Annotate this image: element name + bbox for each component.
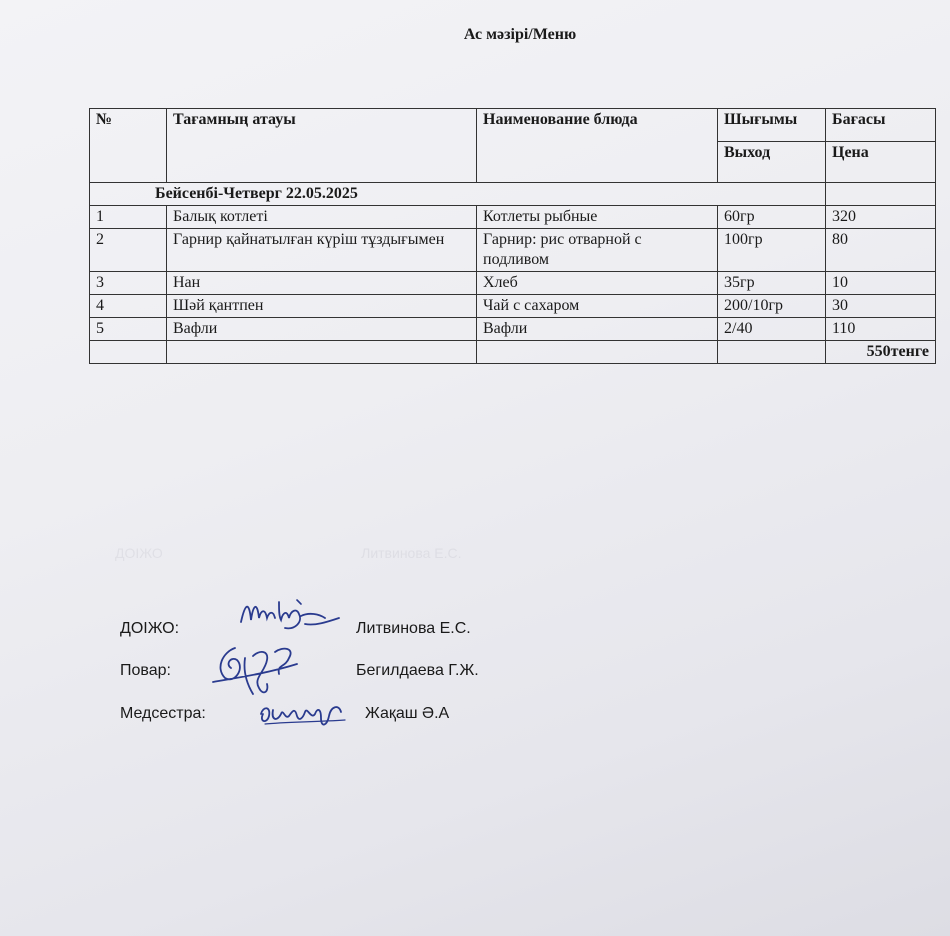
dish-name-ru: Чай с сахаром	[477, 295, 718, 318]
dish-price: 80	[826, 229, 936, 272]
total-row	[90, 341, 936, 364]
dish-name-ru: Хлеб	[477, 272, 718, 295]
header-price-kz: Бағасы	[826, 109, 936, 142]
header-price-ru: Цена	[826, 142, 936, 183]
header-number: №	[90, 109, 167, 183]
dish-yield: 35гр	[718, 272, 826, 295]
document-title: Ас мәзірі/Меню	[463, 26, 577, 43]
header-yield-ru: Выход	[718, 142, 826, 183]
bleed-through-mark: ДОІЖО Литвинова Е.С.	[115, 545, 462, 561]
table-row	[90, 229, 936, 272]
dish-name-kz: Шәй қантпен	[167, 295, 477, 318]
role-label: Повар:	[120, 662, 171, 679]
dish-yield: 2/40	[718, 318, 826, 341]
role-label: Медсестра:	[120, 705, 206, 722]
dish-name-ru: Гарнир: рис отварной с подливом	[477, 229, 718, 272]
total-empty	[167, 341, 477, 364]
role-label: ДОІЖО:	[120, 620, 180, 637]
handwritten-signature-director	[235, 592, 350, 637]
row-number: 2	[90, 229, 167, 272]
row-number: 5	[90, 318, 167, 341]
dish-price: 320	[826, 206, 936, 229]
header-name-kz: Тағамның атауы	[167, 109, 477, 183]
menu-table	[89, 108, 936, 364]
dish-yield: 60гр	[718, 206, 826, 229]
total-empty	[90, 341, 167, 364]
table-row	[90, 318, 936, 341]
header-name-ru: Наименование блюда	[477, 109, 718, 183]
dish-name-kz: Гарнир қайнатылған күріш тұздығымен	[167, 229, 477, 272]
dish-price: 10	[826, 272, 936, 295]
row-number: 1	[90, 206, 167, 229]
dish-name-kz: Нан	[167, 272, 477, 295]
table-row	[90, 272, 936, 295]
table-row	[90, 295, 936, 318]
dish-name-ru: Котлеты рыбные	[477, 206, 718, 229]
dish-yield: 200/10гр	[718, 295, 826, 318]
total-empty	[718, 341, 826, 364]
signer-name: Жақаш Ә.А	[365, 705, 450, 722]
total-empty	[477, 341, 718, 364]
table-row	[90, 206, 936, 229]
day-row-empty	[826, 183, 936, 206]
row-number: 3	[90, 272, 167, 295]
day-label: Бейсенбі-Четверг 22.05.2025	[90, 183, 826, 206]
total-price: 550тенге	[826, 341, 936, 364]
dish-price: 110	[826, 318, 936, 341]
row-number: 4	[90, 295, 167, 318]
dish-name-kz: Вафли	[167, 318, 477, 341]
dish-name-kz: Балық котлеті	[167, 206, 477, 229]
signer-name: Бегилдаева Г.Ж.	[356, 662, 479, 679]
dish-yield: 100гр	[718, 229, 826, 272]
dish-price: 30	[826, 295, 936, 318]
day-row	[90, 183, 936, 206]
dish-name-ru: Вафли	[477, 318, 718, 341]
signer-name: Литвинова Е.С.	[356, 620, 471, 637]
handwritten-signature-nurse	[255, 692, 350, 737]
table-header-row	[90, 109, 936, 142]
header-yield-kz: Шығымы	[718, 109, 826, 142]
